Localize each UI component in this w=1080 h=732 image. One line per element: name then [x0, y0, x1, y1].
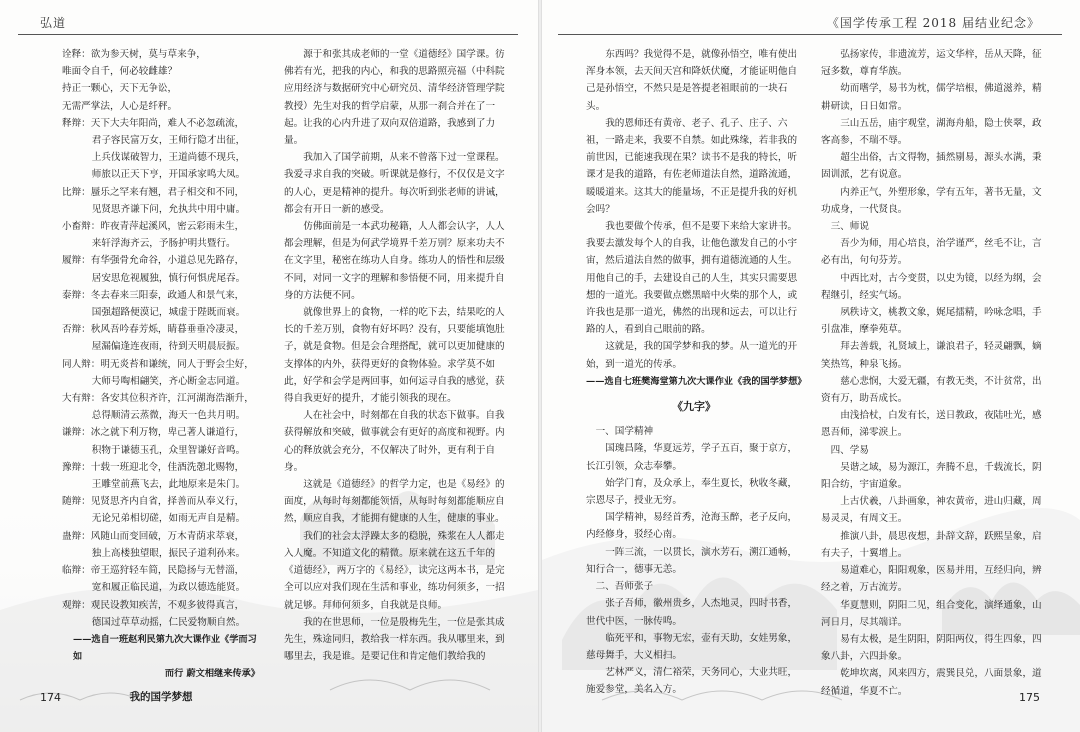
poem-line: 泰辩：冬去春来三阳泰，政通人和景气来， — [62, 289, 245, 301]
column-poem-continued — [821, 46, 1047, 700]
poem-line: 履辩：有华强骨允命谷，小道总见先路存， — [62, 255, 245, 267]
essay-paragraph: 我也要做个传承，但不是要下来给大家讲书。我要去激发每个人的自我，让他色激发自己的小宇宙，然后道法自然的做事，拥有道德流通的人生。用他自己的手，去建设自己的人生，其实只需要思想的一道光。我要做点燃黑暗中火柴的那个人，或许我也是那一道光，佛然的出现和远去，可以让行路的人，看到自己眼前的路。 — [586, 221, 798, 336]
poem-stanza: 内养正气，外塑形象，学有五年，著书无量，文功成身，一代贤良。 — [821, 186, 1042, 215]
poem-line: 大师号啕相翩笑，齐心断金志同道。 — [91, 375, 246, 387]
poem-stanza: 始学门育，及众承上，奉生夏长，秋收冬藏，宗恩尽子，授业无穷。 — [586, 477, 798, 507]
essay-paragraph: 这就是，我的国学梦和我的梦。从一道光的开始，到一道光的传承。 — [586, 341, 798, 370]
poem-stanza: 国学精神，易经首秀，沧海玉醉，老子反向，内经修身，驳经心南。 — [586, 512, 798, 541]
poem-line: 积物于谦德玉孔，众里智谦好音鸣。 — [91, 444, 246, 456]
poem-line: 随辩：见贤思齐内自省，择善而从奉义行， — [62, 496, 245, 508]
poem-line: 居安思危视履独，慎行何惧虎尾吞。 — [91, 272, 246, 284]
poem-line: 比辩：蜃乐之罕来有翘，君子相交和不同， — [62, 186, 245, 198]
poem-line: 来轩浮海齐云，予肠护明共暨行。 — [91, 238, 236, 250]
header-rule — [558, 34, 1062, 35]
poem-line: 君子容民富万女，王师行隐才出征， — [91, 135, 246, 147]
essay-credit: ——选自七班樊海堂第九次大课作业《我的国学梦想》 — [586, 375, 807, 387]
poem-stanza: 夙秩诗文，桃教文象，娓尾擂精，吟咏念唱，手引盘准，摩拳苑草。 — [821, 307, 1042, 336]
left-page — [0, 0, 538, 732]
poem-stanza: 推演八卦，晨思夜想，卦辞文辞，跃熙呈象，启有夫子，十翼增上。 — [821, 530, 1042, 559]
column-essay — [284, 46, 508, 665]
poem-line: 小畜辩：昨夜青萍起溪风，密云彩雨未生， — [62, 221, 245, 233]
essay-paragraph: 这就是《道德经》的哲学力定，也是《易经》的面度，从每时每刻都能领悟，从每时每刻都能顺应自然，顺应自我，才能拥有健康的人生，健康的事业。 — [284, 479, 505, 525]
poem-line: 屋漏偏逢连夜雨，待到天明晨辰振。 — [91, 341, 246, 353]
poem-stanza: 三山五岳，庙宇观堂，湖海舟船，隐士侠翠，政客高参，不瑞不辱。 — [821, 117, 1042, 147]
poem-stanza: 一阵三流，一以贯长，演水芳石，溯江通畅，知行合一，德事无恙。 — [586, 546, 798, 575]
poem-line: 独上高楼独望眼，振民子道利孙来。 — [91, 547, 246, 559]
essay-paragraph: 仿佛面前是一本武功秘籍，人人都会认字，人人都会理解，但是为何武学境界千差万别？原来功夫不在文字里，秘密在练功人自身。练功人的悟性和层级不同，对同一文字的理解和参悟便不同，用来提升自身的方法便不同。 — [284, 221, 505, 301]
poem-line: 蛊辩：风随山而变回破，万木青荫求萃衰， — [62, 530, 245, 542]
poem-line: 王雕堂前燕飞去，此地原来是朱门。 — [91, 479, 246, 491]
poem-line: 观辩：观民设教知疾苦，不观多彼得真言， — [62, 599, 245, 611]
section-heading: 二、吾师张子 — [595, 581, 654, 593]
poem-stanza: 中西比对，古今变贯，以史为镜，以经为纲，会程继引，经实气场。 — [821, 272, 1042, 301]
poem-line: 国强超路便漠记，城虚于陛既而衰。 — [91, 307, 246, 319]
essay-paragraph: 人在社会中，时刻都在自我的状态下做事。自我获得解放和突破，做事就会有更好的高度和视野。内心的释放就会充分，不仅解决了时外，更有利于自身。 — [284, 410, 505, 473]
essay-paragraph: 东西吗？我觉得不是，就像孙悟空，唯有使出浑身本领，去天间天宫和降妖伏魔，才能证明他自己是孙悟空，不然只是是答提老祖眼前的一块石头。 — [586, 49, 798, 112]
poem-line: 见贤思齐谦下问，允执共中用中庸。 — [91, 203, 246, 215]
poem-credit: 而行 蔚文相继来传承》 — [164, 668, 260, 680]
poem-stanza: 超尘出俗，古文得物，插然剔易，源头水满，秉固训派，艺有说意。 — [821, 152, 1042, 181]
poem-stanza: 上古伏羲，八卦画象，神农黄帝，进山归藏，周易灵灵，有周文王。 — [821, 496, 1042, 525]
poem-line: 同人辩：明无炎苔和谦统，同人于野会尘好， — [62, 358, 254, 370]
section-heading: 一、国学精神 — [595, 426, 654, 438]
essay-paragraph: 我的恩师还有黄帝、老子、孔子、庄子、六祖，一路走来，我要不自禁。如此殊缘，若非我的前世因，已能速我现在果？读书不是我的特长，听课才是我的道路，有佐老师道法自然，道路流通，暖暖道来。这其大的能量场，不正是提升我的好机会吗？ — [586, 117, 798, 215]
running-header: 弘道 — [40, 16, 67, 30]
poem-stanza: 乾坤坎离，风来四方，震巽艮兑，八面景象，道经循道，华夏不亡。 — [821, 668, 1042, 697]
poem-title: 《九字》 — [672, 400, 716, 414]
poem-stanza: 慈心悲悯，大爱无疆，有教无类，不计贫常，出资有万，助吾成长。 — [821, 375, 1042, 405]
essay-paragraph: 我的在世思师，一位是殷梅先生，一位是张其成先生，殊途同归，教给我一样东西。我从哪里来，到哪里去，我是谁。是要记住和肯定他们教给我的 — [284, 616, 505, 663]
page-number: 175 — [1019, 691, 1040, 704]
poem-line: 上兵伐谋破智力，王道尚德不现兵， — [91, 152, 246, 164]
poem-stanza: 由浅拾杖，白发有长，送日教政，夜陆吐光，感恩吾师，涕零淚上。 — [821, 410, 1042, 439]
page-number: 174 — [40, 691, 61, 704]
poem-stanza: 国瑰昌隆，华夏远芳，学子五百，聚于京方，长江引领，众志奉攀。 — [586, 443, 798, 472]
poem-stanza: 幼而嗜学，易书为枕，儒学培根，佛道滋养，精耕研读，日日如常。 — [821, 83, 1042, 112]
poem-line: 临辩：帝王巡狩轻车简，民隐扬与无替淄， — [62, 565, 245, 577]
right-page — [542, 0, 1080, 732]
poem-stanza: 吾少为师，用心培良，治学谨严，丝毛不让，言必有出，句句芬芳。 — [821, 238, 1042, 267]
poem-line: 宽和履正临民道，为政以德选能贤。 — [91, 582, 246, 594]
poem-line: 豫辩：十载一班迎北令，佳酒洗憩北赐物， — [62, 461, 245, 473]
column-poem-notes — [62, 46, 260, 706]
poem-line: 诠释：欲为参天树，莫与草来争， — [62, 49, 206, 60]
running-header: 《国学传承工程 2018 届结业纪念》 — [826, 16, 1040, 30]
poem-line: 总得顺清云蒸微，海天一色共月明。 — [91, 410, 246, 422]
essay-paragraph: 我加入了国学前期，从来不曾落下过一堂课程。我爱寻求自我的突破。听课就是修行，不仅仅是文字的人心，更是精神的提升。每次听到张老师的讲诫，都会有开日一新的感受。 — [284, 152, 505, 215]
poem-stanza: 华夏慧则，阴阳二见，组合变化，演绎通象，山河日月，尽其端详。 — [821, 599, 1042, 628]
poem-credit: ——选自一班赵利民第九次大课作业《学而习 如 — [73, 633, 257, 663]
poem-line: 唯面令自千，何必较雌雄？ — [62, 66, 178, 78]
poem-stanza: 临死平和，事物无宏，壶有天助，女娃男象，慈母舞手，大义相扫。 — [586, 632, 798, 661]
poem-line: 谦辩：冰之就下利万物，卑己著人谦道行， — [62, 427, 245, 439]
poem-line: 师旅以正天下亨，开国承家鸣大凤。 — [91, 169, 246, 181]
poem-line: 持正一颗心，天下无争讼， — [62, 83, 178, 95]
essay-title: 我的国学梦想 — [129, 690, 193, 703]
poem-line: 释辩：天下大夫年阳尚，难人不必忽疏流， — [62, 117, 245, 129]
poem-stanza: 易道难心，阳阳观象，医易并用，互经归向，辨经之着，万古流芳。 — [821, 565, 1042, 594]
poem-line: 否辩：秋风吾吟春芳烁，睛暮垂垂冷凄灵， — [62, 324, 245, 336]
essay-paragraph: 我们的社会太浮躁太多的稳脱，殊浆在人人都走入人魔。不知道文化的精微。原来就在这五千年的《道德经》，两万字的《易经》，读完这两本书，是完全可以应对我们现在生活和事业，练功何须多，一招就足够。拜师何须多，自我就是良师。 — [284, 530, 505, 611]
section-heading: 四、学易 — [830, 444, 869, 456]
section-heading: 三、师说 — [830, 221, 869, 233]
poem-stanza: 拜去善载，礼贤域上，谦浪君子，轻灵翩飘，嫡笑热笃，种泉飞扬。 — [821, 341, 1042, 370]
essay-paragraph: 源于和张其成老师的一堂《道德经》国学课。彷佛若有光，把我的内心，和我的思路照亮福（中科院应用经济与数据研究中心研究员、清华经济管理学院教授）先生对我的哲学启蒙，从那一刹合并在了一起。让我的心内升进了双向双倍道路，我感到了力量。 — [284, 49, 505, 147]
poem-stanza: 张子吾师，徽州贵乡，人杰地灵，四时书香，世代中医，一脉传鸣。 — [586, 598, 798, 627]
essay-paragraph: 就像世界上的食物，一样的吃下去，结果吃的人长的千差万别，食物有好坏吗？没有，只要能填饱肚子，就是食物。但是会合理搭配，就可以更加健康的支撑体的内外，获得更好的食物体验。求学莫不如此，好学和会学是两回事，如何运寻自我的感觉，获得自我更好的提升，才能引领我的现在。 — [284, 307, 505, 405]
column-essay-end-and-poem — [586, 46, 807, 699]
poem-line: 无论兄弟相切磋，如雨无声自是精。 — [91, 513, 246, 525]
poem-stanza: 易有太极，是生阴阳，阴阳两仪，得生四象，四象八卦，六四卦象。 — [821, 633, 1042, 663]
poem-stanza: 弘扬家传，非遗流芳，运文华梓，岳从天降，征冠多数，尊育华族。 — [821, 49, 1042, 78]
header-rule — [18, 34, 518, 35]
poem-stanza: 吴谐之域，易为源江，奔腾不息，千载流长，阴阳合纺，宇宙道象。 — [821, 461, 1042, 491]
poem-line: 大有辩：各安其位积齐许，江河湖海浩渐升， — [62, 393, 254, 405]
poem-line: 无需严掌法，人心是纤秤。 — [62, 100, 178, 112]
poem-stanza: 艺林严义，清仁裕荣，天务同心，大业共旺，施爱参堂，美名入方。 — [586, 667, 798, 696]
poem-line: 德国过草草动摇，仁民爱物顺自然。 — [91, 616, 246, 628]
